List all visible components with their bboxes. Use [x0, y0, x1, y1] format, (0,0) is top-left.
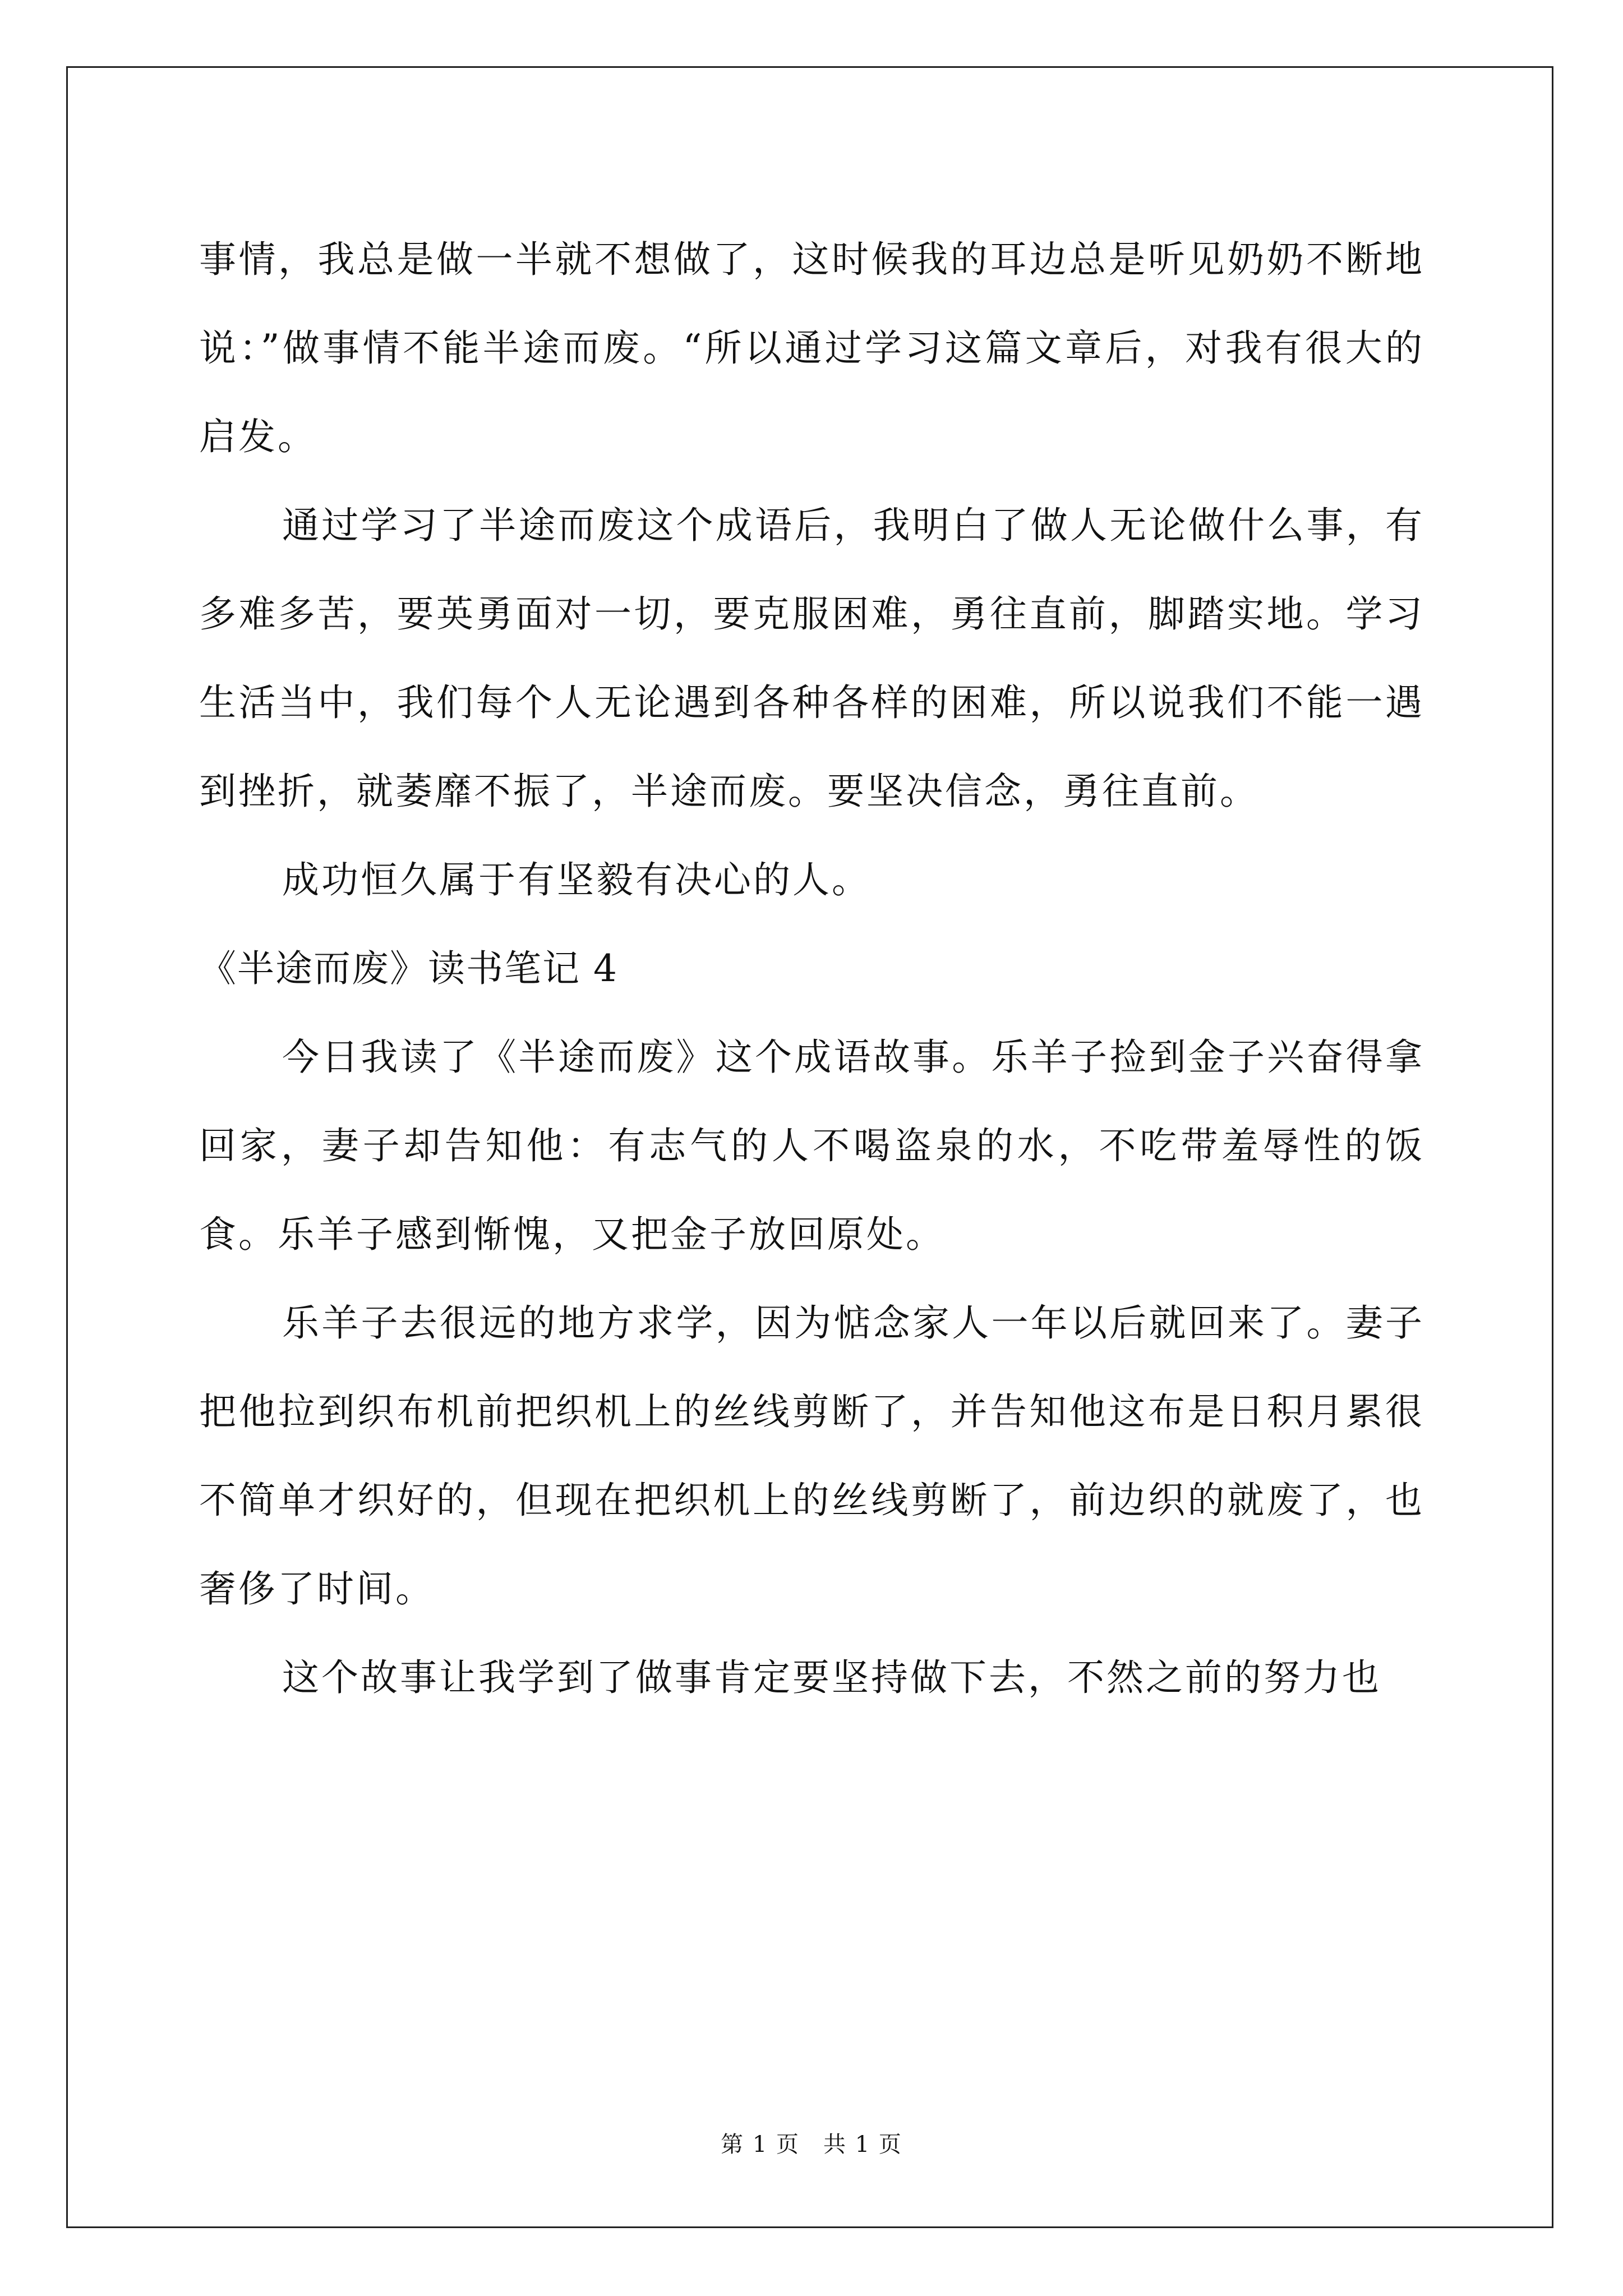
- page-footer: 第 1 页 共 1 页: [721, 2132, 902, 2157]
- paragraph-truncated: 这个故事让我学到了做事肯定要坚持做下去，不然之前的努力也: [282, 1656, 1381, 1699]
- paragraph: 乐羊子去很远的地方求学，因为惦念家人一年以后就回来了。妻子把他拉到织布机前把织机上的丝线剪断了，并告知他这布是日积月累很不简单才织好的，但现在把织机上的丝线剪断了，前边织的就废了，也奢侈了时间。: [199, 1301, 1424, 1611]
- paragraph-continuation: 事情，我总是做一半就不想做了，这时候我的耳边总是听见奶奶不断地说：”做事情不能半途而废。“所以通过学习这篇文章后，对我有很大的启发。: [199, 238, 1424, 458]
- section-heading: 《半途而废》读书笔记 4: [199, 947, 618, 990]
- paragraph: 今日我读了《半途而废》这个成语故事。乐羊子捡到金子兴奋得拿回家，妻子却告知他：有志气的人不喝盗泉的水，不吃带羞辱性的饭食。乐羊子感到惭愧，又把金子放回原处。: [199, 1036, 1424, 1256]
- document-body: [199, 215, 1424, 1722]
- paragraph: 成功恒久属于有坚毅有决心的人。: [282, 858, 871, 901]
- paragraph: 通过学习了半途而废这个成语后，我明白了做人无论做什么事，有多难多苦，要英勇面对一切，要克服困难，勇往直前，脚踏实地。学习生活当中，我们每个人无论遇到各种各样的困难，所以说我们不能一遇到挫折，就萎靡不振了，半途而废。要坚决信念，勇往直前。: [199, 504, 1424, 813]
